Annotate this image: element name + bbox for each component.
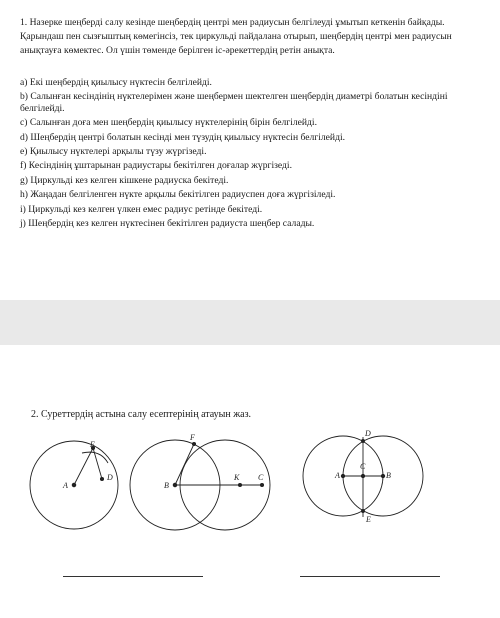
fig1-label-e: E (90, 440, 95, 449)
fig2-point-c (260, 483, 263, 486)
fig1-point-d (100, 477, 103, 480)
fig1-label-a: A (63, 481, 68, 490)
fig2-label-b: B (164, 481, 169, 490)
task1-card (0, 0, 500, 300)
fig2-point-k (238, 483, 241, 486)
fig2-line-fb (175, 444, 194, 485)
fig1-label-d: D (107, 473, 113, 482)
option-c: c) Салынған доға мен шеңбердің қиылысу нүктелерінің бірін белгілейді. (20, 117, 317, 129)
fig3-label-b: B (386, 471, 391, 480)
answer-line-1[interactable] (63, 576, 203, 577)
fig3-point-e (362, 510, 365, 513)
fig3-point-d (362, 440, 365, 443)
option-e: e) Қиылысу нүктелері арқылы түзу жүргізеді. (20, 145, 207, 157)
figure-3 (303, 436, 423, 517)
fig3-point-c (361, 474, 364, 477)
option-j: j) Шеңбердің кез келген нүктесінен бекітілген радиуста шеңбер салады. (20, 217, 315, 229)
task1-question: 1. Назерке шеңберді салу кезінде шеңбердің центрі мен радиусын белгілеуді ұмытып кеткенін байқады. Қарындаш пен сызғыштың көмегінсіз, тек циркульді пайдалана отырып, шеңбердің центрі мен радиусын анықтауға көмектес. Ол үшін төменде берілген іс-әрекеттердің ретін анықта. (20, 17, 452, 57)
page-separator (0, 300, 500, 345)
task2-question: 2. Суреттердің астына салу есептерінің атауын жаз. (31, 409, 252, 420)
option-a: a) Екі шеңбердің қиылысу нүктесін белгілейді. (20, 76, 212, 88)
fig2-label-c: C (258, 473, 264, 482)
option-d: d) Шеңбердің центрі болатын кесінді мен түзудің қиылысу нүктесін белгілейді. (20, 131, 346, 143)
task1-block (20, 16, 486, 232)
option-f: f) Кесіндінің ұштарынан радиустары бекітілген доғалар жүргізеді. (20, 160, 292, 172)
fig2-point-f (192, 442, 195, 445)
task1-options (20, 77, 486, 230)
fig3-point-a (341, 474, 344, 477)
construction-figures (0, 345, 500, 618)
fig3-label-c: C (360, 462, 366, 471)
option-i: i) Циркульді кез келген үлкен емес радиус ретінде бекітеді. (20, 203, 263, 215)
fig3-label-a: A (335, 471, 340, 480)
option-h: h) Жаңадан белгіленген нүкте арқылы бекітілген радиуспен доға жүргізіледі. (20, 189, 336, 201)
option-b: b) Салынған кесіндінің нүктелерімен және шеңбермен шектелген шеңбердің диаметрі болатын кесіндіні белгілейді. (20, 91, 448, 114)
fig3-label-d: D (365, 429, 371, 438)
fig2-point-b (173, 483, 177, 487)
fig2-label-k: K (234, 473, 240, 482)
fig3-point-b (381, 474, 384, 477)
fig2-label-f: F (190, 433, 195, 442)
figure-1 (30, 441, 118, 529)
task2-card (0, 345, 500, 618)
option-g: g) Циркульді кез келген кішкене радиуска бекітеді. (20, 174, 229, 186)
answer-line-2[interactable] (300, 576, 440, 577)
figure-2 (130, 440, 270, 530)
fig3-label-e: E (366, 515, 371, 524)
fig1-point-a (72, 483, 76, 487)
fig1-line-ae (74, 448, 93, 485)
